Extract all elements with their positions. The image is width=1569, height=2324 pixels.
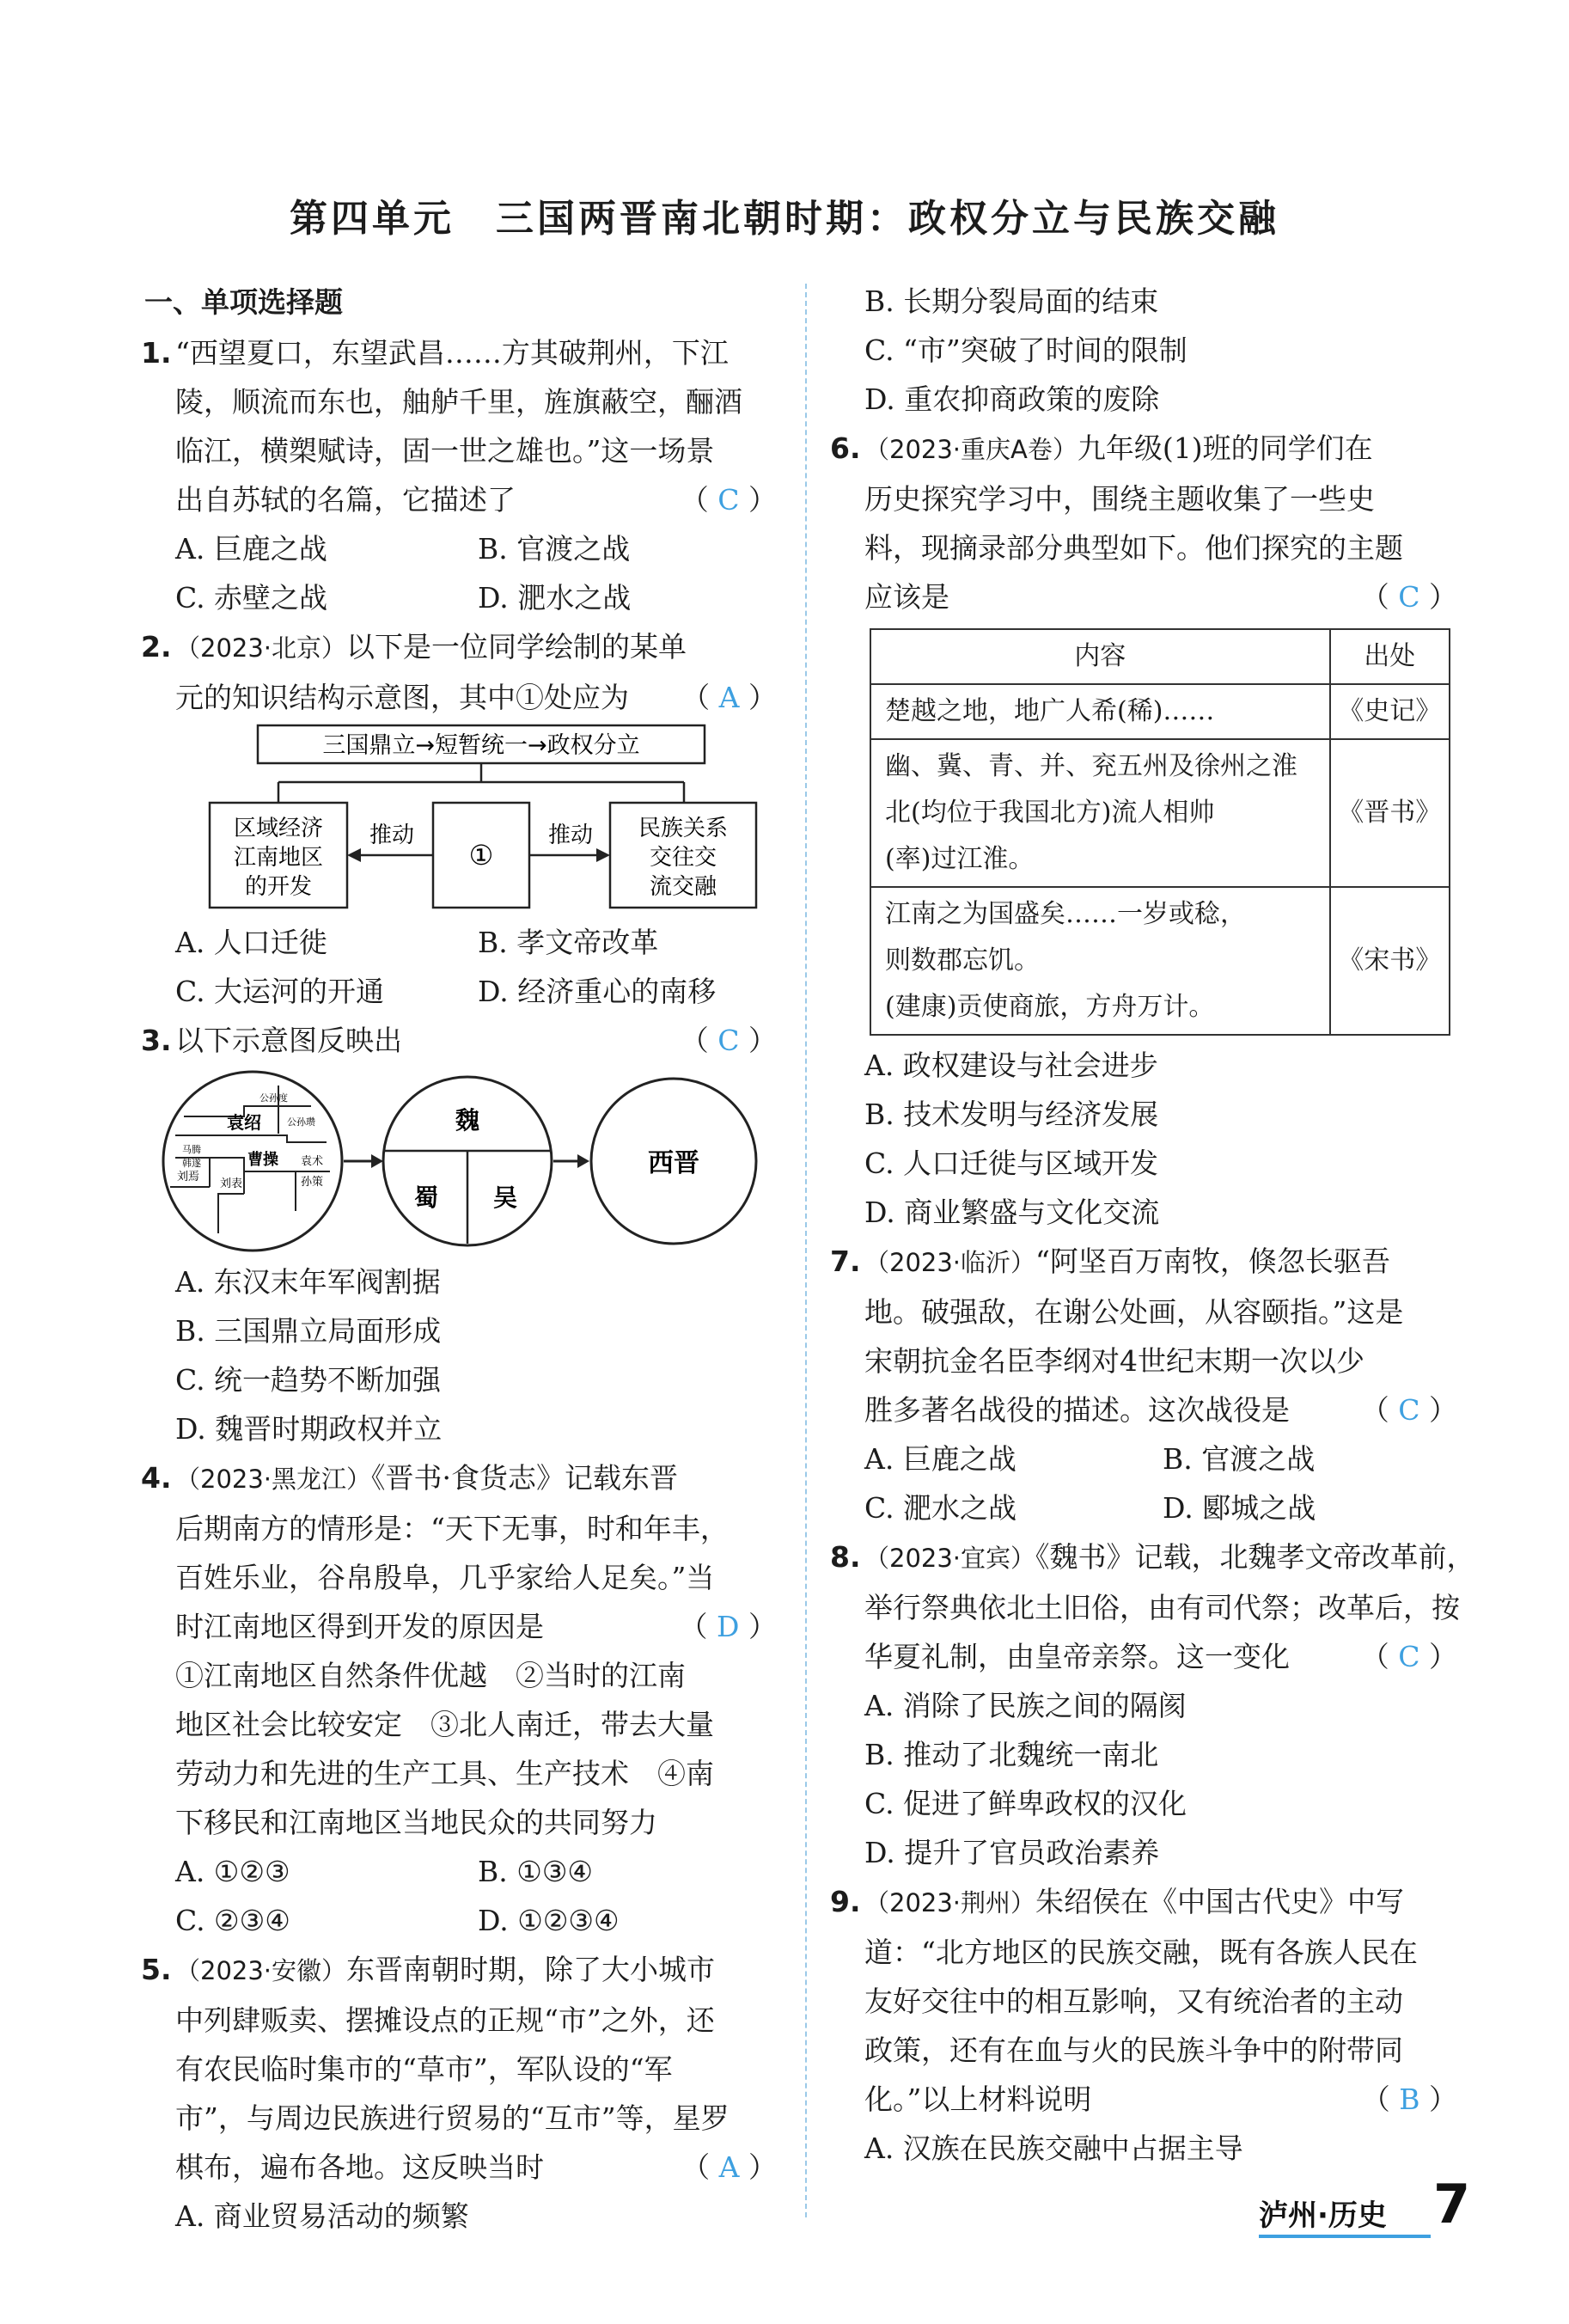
option-a: A. 政权建设与社会进步 [864,1049,1158,1082]
center-box-text: ① [468,839,494,872]
option-a: A. 商业贸易活动的频繁 [175,2199,469,2233]
option-b: B. 技术发明与经济发展 [864,1098,1159,1131]
table-header-content: 内容 [870,629,1330,684]
question-9: 9. （2023·荆州）朱绍侯在《中国古代史》中写 道：“北方地区的民族交融，既有各族人民在 友好交往中的相互影响，又有统治者的主动 政策，还有在血与火的民族斗争中的附带同 化。”以上材料说明 （ B ） A. 汉族在民族交融中占据主导 [833,1877,1461,2173]
option-a: A. 东汉末年军阀割据 [175,1265,441,1299]
question-number: 5. [141,1953,172,1986]
svg-text:流交融: 流交融 [649,874,717,900]
question-number: 8. [830,1540,861,1574]
footer-brand: 泸州·历史 [1259,2199,1387,2233]
svg-text:曹操: 曹操 [247,1151,278,1169]
answer: C [1398,1640,1420,1673]
question-3: 3. 以下示意图反映出 （ C ） 公孙度 公孙瓒 袁绍 马腾 韩遂 曹操 刘焉 刘表 袁术 孙策 魏 蜀 吴 西晋 A. 东汉末年军阀割据 B. 三国鼎立局面形成 C. 统一趋势不断加强 D. 魏晋时期政权并立 [144,1016,780,1453]
option-d: D. 重农抑商政策的废除 [864,382,1160,416]
question-6: 6. （2023·重庆A卷）九年级(1)班的同学们在 历史探究学习中，围绕主题收集了一些史 料，现摘录部分典型如下。他们探究的主题 应该是 （ C ） 内容 出处 楚越之地，地广人希(稀)…… 《史记》 幽、冀、青、并、兖五州及徐州之淮 北(均位于我国北方)流人相帅 (率)过江淮。 《晋书》 江南之为国盛矣……一岁或稔， 则数郡忘饥。 (建康)贡使商旅，方舟万计。 《宋书》 A. 政权建设与社会进步 B. 技术发明与经济发展 C. 人口迁徙与区域开发 D. 商业繁盛与文化交流 [833,424,1461,1237]
svg-text:刘表: 刘表 [220,1177,243,1190]
option-c: C. 人口迁徙与区域开发 [864,1147,1159,1180]
option-b: B. 推动了北魏统一南北 [864,1738,1159,1771]
option-b: B. 官渡之战 [1163,1442,1316,1476]
option-d: D. 提升了官员政治素养 [864,1836,1160,1869]
unification-diagram [158,1065,760,1254]
question-source: （2023·黑龙江） [175,1465,372,1494]
table-row: 楚越之地，地广人希(稀)…… 《史记》 [870,684,1450,739]
section-heading: 一、单项选择题 [144,285,343,319]
option-b: B. 长期分裂局面的结束 [864,284,1159,318]
svg-text:公孙瓒: 公孙瓒 [287,1116,315,1128]
answer: B [1399,2082,1420,2116]
footer-rule [1259,2235,1431,2238]
top-box-text: 三国鼎立→短暂统一→政权分立 [322,732,640,759]
svg-text:交往交: 交往交 [649,845,717,871]
svg-text:推动: 推动 [369,823,415,848]
svg-text:魏: 魏 [455,1106,480,1134]
knowledge-structure-diagram [175,722,768,914]
answer-slot: （ A ） [681,681,777,714]
question-number: 7. [830,1245,861,1278]
svg-text:刘焉: 刘焉 [177,1171,200,1183]
question-source: （2023·安徽） [175,1956,347,1985]
question-8: 8. （2023·宜宾）《魏书》记载，北魏孝文帝改革前， 举行祭典依北土旧俗，由有司代祭；改革后，按 华夏礼制，由皇帝亲祭。这一变化 （ C ） A. 消除了民族之间的隔阂 B. 推动了北魏统一南北 C. 促进了鲜卑政权的汉化 D. 提升了官员政治素养 [833,1532,1461,1877]
svg-text:公孙度: 公孙度 [259,1092,288,1104]
svg-text:民族关系: 民族关系 [638,816,729,841]
option-d: D. 商业繁盛与文化交流 [864,1196,1160,1229]
question-7: 7. （2023·临沂）“阿坚百万南牧，倏忽长驱吾 地。破强敌，在谢公处画，从容颐指。”这是 宋朝抗金名臣李纲对4世纪末期一次以少 胜多著名战役的描述。这次战役是 （ C ） A. 巨鹿之战 B. 官渡之战 C. 淝水之战 D. 郾城之战 [833,1237,1461,1532]
answer: A [718,2150,740,2184]
svg-text:的开发: 的开发 [244,874,313,900]
question-source: （2023·临沂） [864,1248,1036,1277]
option-b: B. ①③④ [478,1855,593,1888]
option-a: A. 人口迁徙 [175,926,327,959]
answer-slot: （ C ） [1360,1640,1457,1673]
option-d: D. ①②③④ [478,1904,620,1937]
question-number: 6. [830,431,861,465]
table-row: 江南之为国盛矣……一岁或稔， 则数郡忘饥。 (建康)贡使商旅，方舟万计。 《宋书》 [870,887,1450,1035]
option-c: C. ②③④ [175,1904,290,1937]
svg-text:推动: 推动 [547,823,594,848]
table-header-source: 出处 [1330,629,1450,684]
question-source: （2023·宜宾） [864,1544,1036,1573]
option-c: C. 大运河的开通 [175,975,385,1008]
option-b: B. 三国鼎立局面形成 [175,1314,442,1348]
option-c: C. 淝水之战 [864,1491,1017,1525]
table-row: 幽、冀、青、并、兖五州及徐州之淮 北(均位于我国北方)流人相帅 (率)过江淮。 《晋书》 [870,739,1450,887]
question-5: 5. （2023·安徽）东晋南朝时期，除了大小城市 中列肆贩卖、摆摊设点的正规“市”之外，还 有农民临时集市的“草市”，军队设的“军 市”，与周边民族进行贸易的“互市”等，星罗 棋布，遍布各地。这反映当时 （ A ） A. 商业贸易活动的频繁 [144,1945,780,2241]
svg-text:韩遂: 韩遂 [182,1158,201,1169]
option-a: A. 汉族在民族交融中占据主导 [864,2131,1243,2165]
svg-text:袁绍: 袁绍 [227,1112,261,1133]
answer: C [1398,580,1420,614]
question-source: （2023·荆州） [864,1888,1036,1917]
option-d: D. 淝水之战 [478,581,632,615]
question-source: （2023·北京） [175,633,347,663]
arrow-icon [371,1154,383,1168]
svg-text:江南地区: 江南地区 [233,845,324,871]
question-2: 2. （2023·北京）以下是一位同学绘制的某单 元的知识结构示意图，其中①处应为 （ A ） 三国鼎立→短暂统一→政权分立 区域经济 江南地区 的开发 ① 民族关系 交往交 流交融 推动 推动 A. 人口迁徙 B. 孝文帝改革 C. 大运河的开通 D. 经济重心的南移 [144,622,780,1016]
question-number: 1. [141,336,172,370]
source-table [870,628,1450,1036]
question-4: 4. （2023·黑龙江）《晋书·食货志》记载东晋 后期南方的情形是：“天下无事，时和年丰， 百姓乐业，谷帛殷阜，几乎家给人足矣。”当 时江南地区得到开发的原因是 （ D ） ①江南地区自然条件优越 ②当时的江南 地区社会比较安定 ③北人南迁，带去大量 劳动力和先进的生产工具、生产技术 ④南 下移民和江南地区当地民众的共同努力 A. ①②③ B. ①③④ C. ②③④ D. ①②③④ [144,1453,780,1945]
question-1: 1. “西望夏口，东望武昌……方其破荆州，下江 陵，顺流而东也，舳舻千里，旌旗蔽空，酾酒 临江，横槊赋诗，固一世之雄也。”这一场景 出自苏轼的名篇，它描述了 （ C ） A. 巨鹿之战 B. 官渡之战 C. 赤壁之战 D. 淝水之战 [144,328,780,622]
option-a: A. ①②③ [175,1855,290,1888]
answer: C [1398,1393,1420,1427]
answer-slot: （ C ） [1360,1393,1457,1427]
arrow-icon [577,1154,589,1168]
option-a: A. 消除了民族之间的隔阂 [864,1689,1187,1722]
svg-text:孙策: 孙策 [301,1176,324,1189]
answer-slot: （ A ） [681,2150,777,2184]
option-b: B. 官渡之战 [478,532,631,566]
page-number: 7 [1433,2173,1471,2235]
option-b: B. 孝文帝改革 [478,926,659,959]
answer-slot: （ D ） [679,1610,777,1643]
option-d: D. 经济重心的南移 [478,975,717,1008]
arrow-left-icon [347,848,361,862]
svg-text:蜀: 蜀 [413,1183,439,1212]
option-d: D. 魏晋时期政权并立 [175,1412,443,1446]
question-number: 9. [830,1885,861,1918]
answer: A [718,681,740,714]
svg-text:马腾: 马腾 [182,1144,201,1155]
column-divider [805,284,807,2217]
answer-slot: （ C ） [1360,580,1457,614]
option-a: A. 巨鹿之战 [175,532,327,566]
answer-slot: （ B ） [1361,2082,1457,2116]
answer: D [717,1610,740,1643]
option-c: C. 统一趋势不断加强 [175,1363,442,1397]
question-source: （2023·重庆A卷） [864,435,1078,464]
left-column [141,277,780,2241]
question-number: 3. [141,1024,172,1057]
answer: C [717,483,740,517]
answer-slot: （ C ） [680,1024,777,1057]
page-title: 第四单元 三国两晋南北朝时期：政权分立与民族交融 [290,197,1279,241]
option-c: C. 赤壁之战 [175,581,328,615]
answer-slot: （ C ） [680,483,777,517]
option-c: C. “市”突破了时间的限制 [864,333,1187,367]
svg-text:吴: 吴 [492,1183,518,1212]
question-number: 4. [141,1461,172,1495]
option-c: C. 促进了鲜卑政权的汉化 [864,1787,1187,1820]
answer: C [717,1024,740,1057]
question-number: 2. [141,630,172,664]
svg-text:区域经济: 区域经济 [233,816,324,841]
svg-text:袁术: 袁术 [301,1155,324,1168]
arrow-right-icon [596,848,610,862]
right-column [830,277,1475,2173]
option-d: D. 郾城之战 [1163,1491,1316,1525]
option-a: A. 巨鹿之战 [864,1442,1016,1476]
svg-text:西晋: 西晋 [648,1148,699,1178]
